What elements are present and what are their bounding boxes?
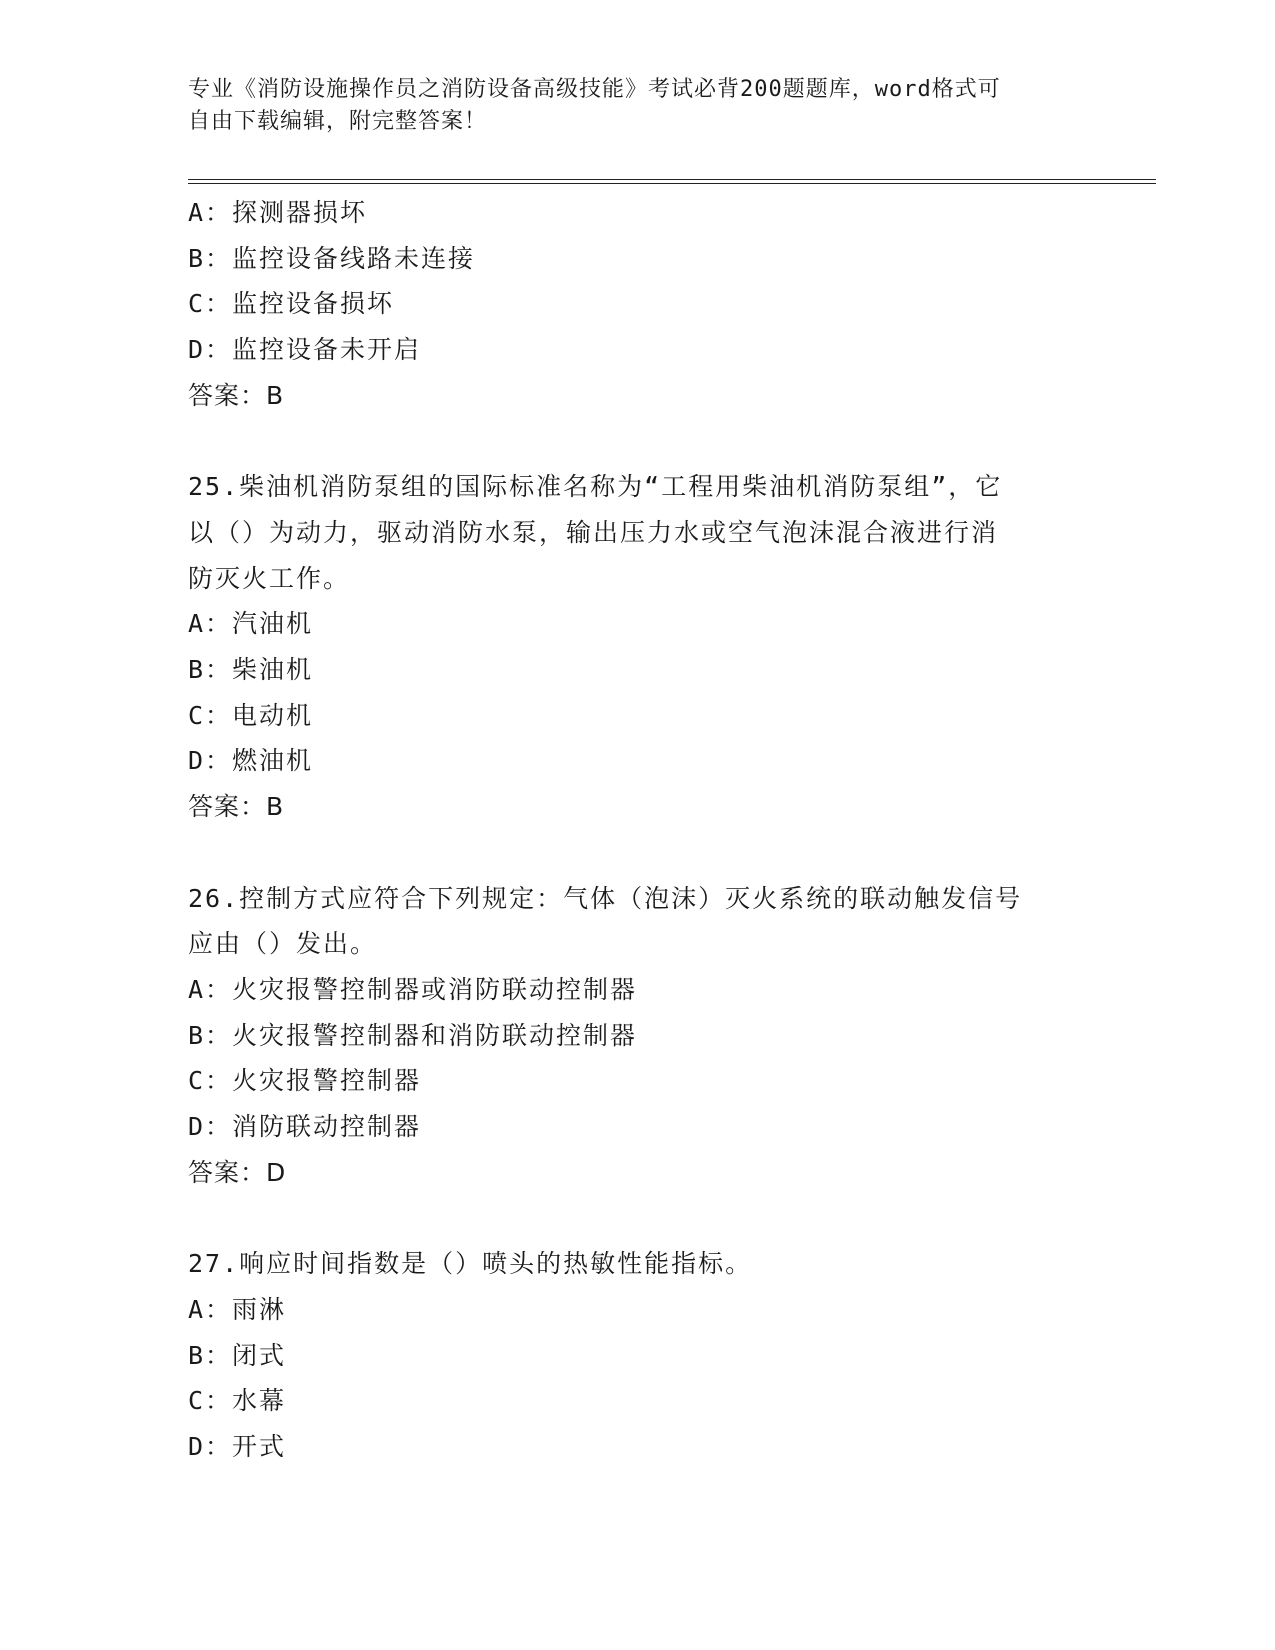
option-b: B：监控设备线路未连接 (188, 243, 476, 273)
question-stem-line-1: 27.响应时间指数是（）喷头的热敏性能指标。 (188, 1249, 753, 1279)
option-d: D：燃油机 (188, 746, 314, 776)
question-25 (188, 464, 1088, 830)
option-c: C：电动机 (188, 700, 314, 730)
option-a: A：探测器损坏 (188, 198, 368, 227)
answer: 答案：B (188, 792, 285, 822)
question-26 (188, 876, 1088, 1196)
question-stem-line-1: 25.柴油机消防泵组的国际标准名称为“工程用柴油机消防泵组”，它 (188, 472, 1003, 502)
spacer (188, 419, 1088, 465)
spacer (188, 830, 1088, 876)
option-c: C：水幕 (188, 1386, 287, 1416)
document-header (188, 74, 1068, 138)
option-c: C：火灾报警控制器 (188, 1066, 422, 1096)
option-c: C：监控设备损坏 (188, 289, 395, 319)
answer: 答案：D (188, 1157, 287, 1187)
option-b: B：闭式 (188, 1340, 287, 1370)
question-list (188, 190, 1088, 1470)
question-stem-line-3: 防灭火工作。 (188, 563, 351, 593)
question-stem-line-2: 应由（）发出。 (188, 929, 378, 959)
header-line-2: 自由下载编辑，附完整答案！ (188, 109, 488, 134)
header-line-1: 专业《消防设施操作员之消防设备高级技能》考试必背200题题库，word格式可 (188, 77, 1001, 102)
header-divider-top (188, 179, 1156, 180)
question-stem-line-2: 以（）为动力，驱动消防水泵，输出压力水或空气泡沫混合液进行消 (188, 517, 999, 547)
option-a: A：火灾报警控制器或消防联动控制器 (188, 974, 638, 1004)
option-d: D：监控设备未开启 (188, 335, 422, 365)
question-27 (188, 1241, 1088, 1470)
question-stem-line-1: 26.控制方式应符合下列规定：气体（泡沫）灭火系统的联动触发信号 (188, 883, 1023, 913)
option-b: B：火灾报警控制器和消防联动控制器 (188, 1020, 638, 1050)
question-24 (188, 190, 1088, 419)
answer: 答案：B (188, 380, 285, 410)
option-b: B：柴油机 (188, 655, 314, 685)
option-a: A：雨淋 (188, 1294, 287, 1324)
header-divider-bottom (188, 183, 1156, 184)
option-a: A：汽油机 (188, 609, 314, 639)
spacer (188, 1195, 1088, 1241)
option-d: D：消防联动控制器 (188, 1112, 422, 1142)
option-d: D：开式 (188, 1431, 287, 1461)
